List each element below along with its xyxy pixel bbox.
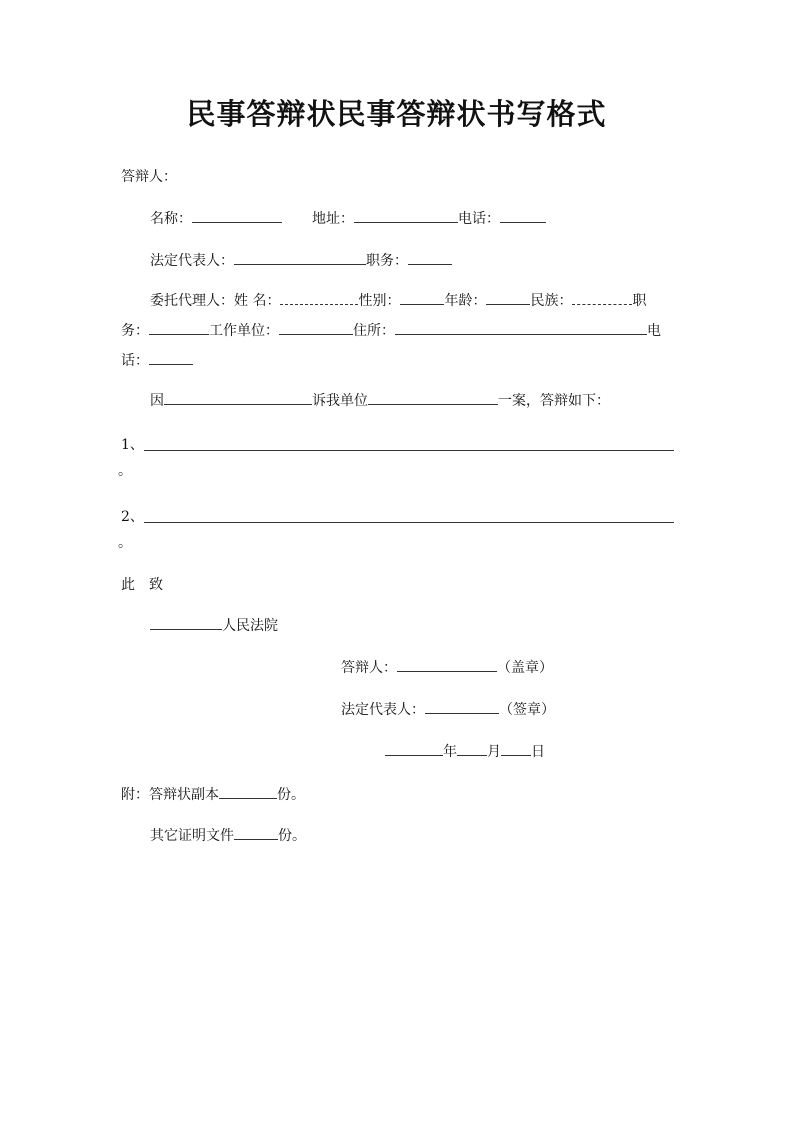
- agent-phone-suffix: 话：: [121, 353, 149, 369]
- plaintiff-blank: [164, 390, 312, 405]
- court-row: [150, 615, 278, 637]
- legal-rep-blank: [234, 250, 366, 265]
- year-blank: [385, 741, 443, 756]
- rep-sign-blank: [425, 699, 499, 714]
- defendant-seal: （盖章）: [497, 660, 553, 676]
- phone-label: 电话：: [458, 211, 500, 227]
- defendant-heading: 答辩人：: [121, 169, 177, 185]
- agent-row-1: [150, 290, 646, 312]
- other-count-blank: [234, 825, 278, 840]
- legal-rep-row: [150, 250, 452, 272]
- attachment-prefix: 附：: [121, 787, 149, 803]
- position-label: 职务：: [366, 253, 408, 269]
- address-label: 地址：: [312, 211, 354, 227]
- rep-seal: （签章）: [499, 702, 555, 718]
- agent-position-blank: [149, 320, 209, 335]
- position-blank: [408, 250, 452, 265]
- case-text: 一案，答辩如下：: [498, 393, 610, 409]
- age-label: 年龄：: [444, 293, 487, 309]
- name-blank: [192, 208, 282, 223]
- month-label: 月: [487, 744, 501, 760]
- month-blank: [457, 741, 487, 756]
- gender-label: 性别：: [358, 293, 401, 309]
- ethnicity-label: 民族：: [530, 293, 573, 309]
- point-1-label: 1、: [121, 437, 144, 453]
- phone-blank: [500, 208, 546, 223]
- cause-prefix: 因: [150, 393, 164, 409]
- defendant-sign-blank: [397, 657, 497, 672]
- court-suffix: 人民法院: [222, 618, 278, 634]
- agent-row-3: [121, 350, 193, 372]
- agent-phone-prefix: 电: [647, 323, 661, 339]
- position-prefix: 职: [632, 293, 647, 309]
- day-blank: [501, 741, 531, 756]
- point-1-end: 。: [118, 463, 132, 479]
- defendant-sign-label: 答辩人：: [341, 660, 397, 676]
- workplace-blank: [279, 320, 353, 335]
- residence-blank: [395, 320, 647, 335]
- rep-signature-row: [341, 699, 555, 721]
- legal-rep-label: 法定代表人：: [150, 253, 234, 269]
- copy-unit: 份。: [277, 787, 305, 803]
- agent-name-label: 姓 名：: [234, 293, 281, 309]
- defendant-signature-row: [341, 657, 553, 679]
- agent-label: 委托代理人：: [150, 293, 234, 309]
- age-blank: [486, 290, 530, 305]
- case-blank: [368, 390, 498, 405]
- point-2-end: 。: [118, 535, 132, 551]
- residence-label: 住所：: [353, 323, 395, 339]
- workplace-label: 工作单位：: [209, 323, 279, 339]
- sue-text: 诉我单位: [312, 393, 368, 409]
- day-label: 日: [531, 744, 545, 760]
- date-row: [385, 741, 545, 763]
- address-blank: [354, 208, 458, 223]
- year-label: 年: [443, 744, 457, 760]
- point-2-blank: [144, 522, 674, 523]
- agent-phone-blank: [149, 350, 193, 365]
- name-label: 名称：: [150, 211, 192, 227]
- rep-sign-label: 法定代表人：: [341, 702, 425, 718]
- position-suffix: 务：: [121, 323, 149, 339]
- attachment-copy-row: [121, 784, 305, 806]
- point-2-label: 2、: [121, 509, 144, 525]
- court-blank: [150, 615, 222, 630]
- closing-text: 此 致: [121, 577, 163, 593]
- page-title: 民事答辩状民事答辩状书写格式: [186, 97, 607, 131]
- cause-row: [150, 390, 610, 412]
- gender-blank: [400, 290, 444, 305]
- other-unit: 份。: [278, 828, 306, 844]
- point-1-blank: [144, 450, 674, 451]
- attachment-other-row: [150, 825, 306, 847]
- agent-row-2: [121, 320, 661, 342]
- other-text: 其它证明文件: [150, 828, 234, 844]
- copy-text: 答辩状副本: [149, 787, 219, 803]
- copy-count-blank: [219, 784, 277, 799]
- ethnicity-blank: [572, 290, 632, 305]
- agent-name-blank: [280, 290, 358, 305]
- name-address-row: [150, 208, 546, 230]
